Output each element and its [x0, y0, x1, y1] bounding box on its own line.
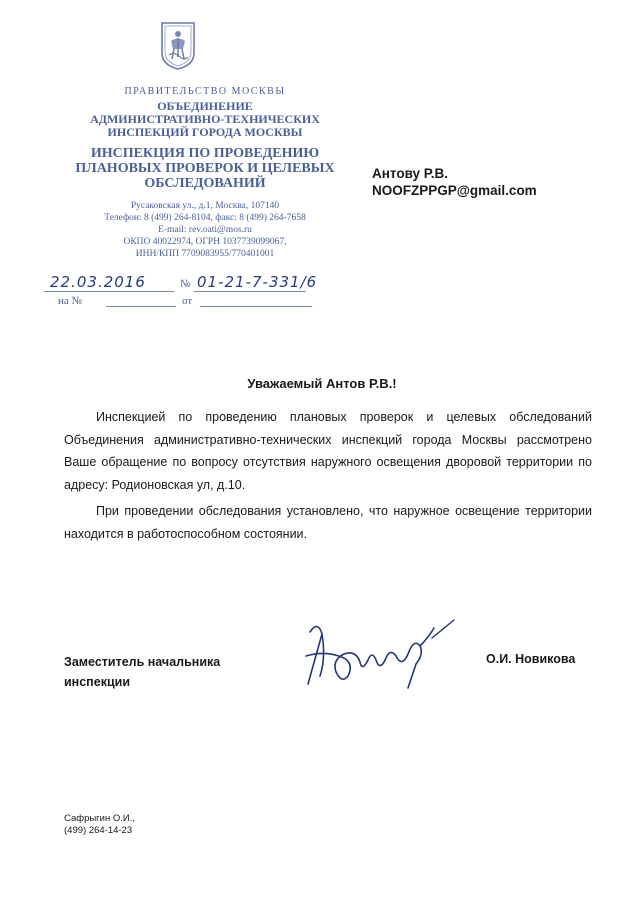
org-line: ИНСПЕКЦИЙ ГОРОДА МОСКВЫ	[107, 125, 303, 139]
contact-details	[40, 200, 370, 260]
signatory-name: О.И. Новикова	[486, 652, 576, 666]
registration-date: 22.03.2016	[50, 273, 146, 291]
contact-address: Русаковская ул., д.1, Москва, 107140	[130, 201, 280, 211]
reference-date-line	[200, 306, 312, 307]
number-line	[194, 291, 306, 292]
body-paragraph: Инспекцией по проведению плановых проверок и целевых обследований Объединения административно-технических инспекций города Москвы рассмотрено Ваше обращение по вопросу отсутствия наружного освещения дворовой территории по адресу: Родионовская ул, д.10.	[64, 410, 592, 492]
executor-phone: (499) 264-14-23	[64, 825, 133, 836]
addressee-name: Антову Р.В.	[372, 166, 449, 181]
greeting: Уважаемый Антов Р.В.!	[247, 376, 397, 391]
role-line: Заместитель начальника	[64, 655, 221, 669]
reference-number-line	[106, 306, 176, 307]
addressee-email: NOOFZPPGP@gmail.com	[372, 183, 537, 198]
body-paragraph: При проведении обследования установлено, что наружное освещение территории находится в работоспособном состоянии.	[64, 504, 592, 541]
reference-number-label: на №	[58, 295, 83, 307]
contact-email: E-mail: rev.oati@mos.ru	[158, 225, 252, 235]
org-line: АДМИНИСТРАТИВНО-ТЕХНИЧЕСКИХ	[90, 112, 320, 126]
handwritten-signature	[282, 598, 462, 698]
executor-info	[64, 813, 135, 837]
inspection-line: ИНСПЕКЦИЯ ПО ПРОВЕДЕНИЮ	[90, 146, 320, 161]
contact-inn: ИНН/КПП 7709083955/770401001	[135, 249, 275, 259]
moscow-coat-of-arms-icon	[160, 19, 196, 71]
signatory-role	[64, 652, 220, 692]
inspection-line: ПЛАНОВЫХ ПРОВЕРОК И ЦЕЛЕВЫХ	[75, 161, 335, 176]
inspection-line: ОБСЛЕДОВАНИЙ	[144, 176, 266, 191]
government-title: ПРАВИТЕЛЬСТВО МОСКВЫ	[124, 86, 286, 97]
org-line: ОБЪЕДИНЕНИЕ	[157, 99, 253, 113]
date-line	[44, 291, 174, 292]
letter-body	[64, 406, 592, 549]
role-line: инспекции	[64, 675, 130, 689]
contact-phone: Телефон: 8 (499) 264-8104, факс: 8 (499) 264-7658	[104, 213, 306, 223]
registration-number: 01-21-7-331/6	[197, 273, 318, 291]
reference-date-label: от	[182, 295, 193, 307]
contact-okpo: ОКПО 40022974, ОГРН 1037739099067,	[123, 237, 287, 247]
addressee	[372, 165, 537, 199]
organization-name	[40, 100, 370, 139]
executor-name: Сафрыгин О.И.,	[64, 813, 135, 824]
inspection-name	[40, 146, 370, 191]
registration-number-label: №	[180, 278, 191, 290]
